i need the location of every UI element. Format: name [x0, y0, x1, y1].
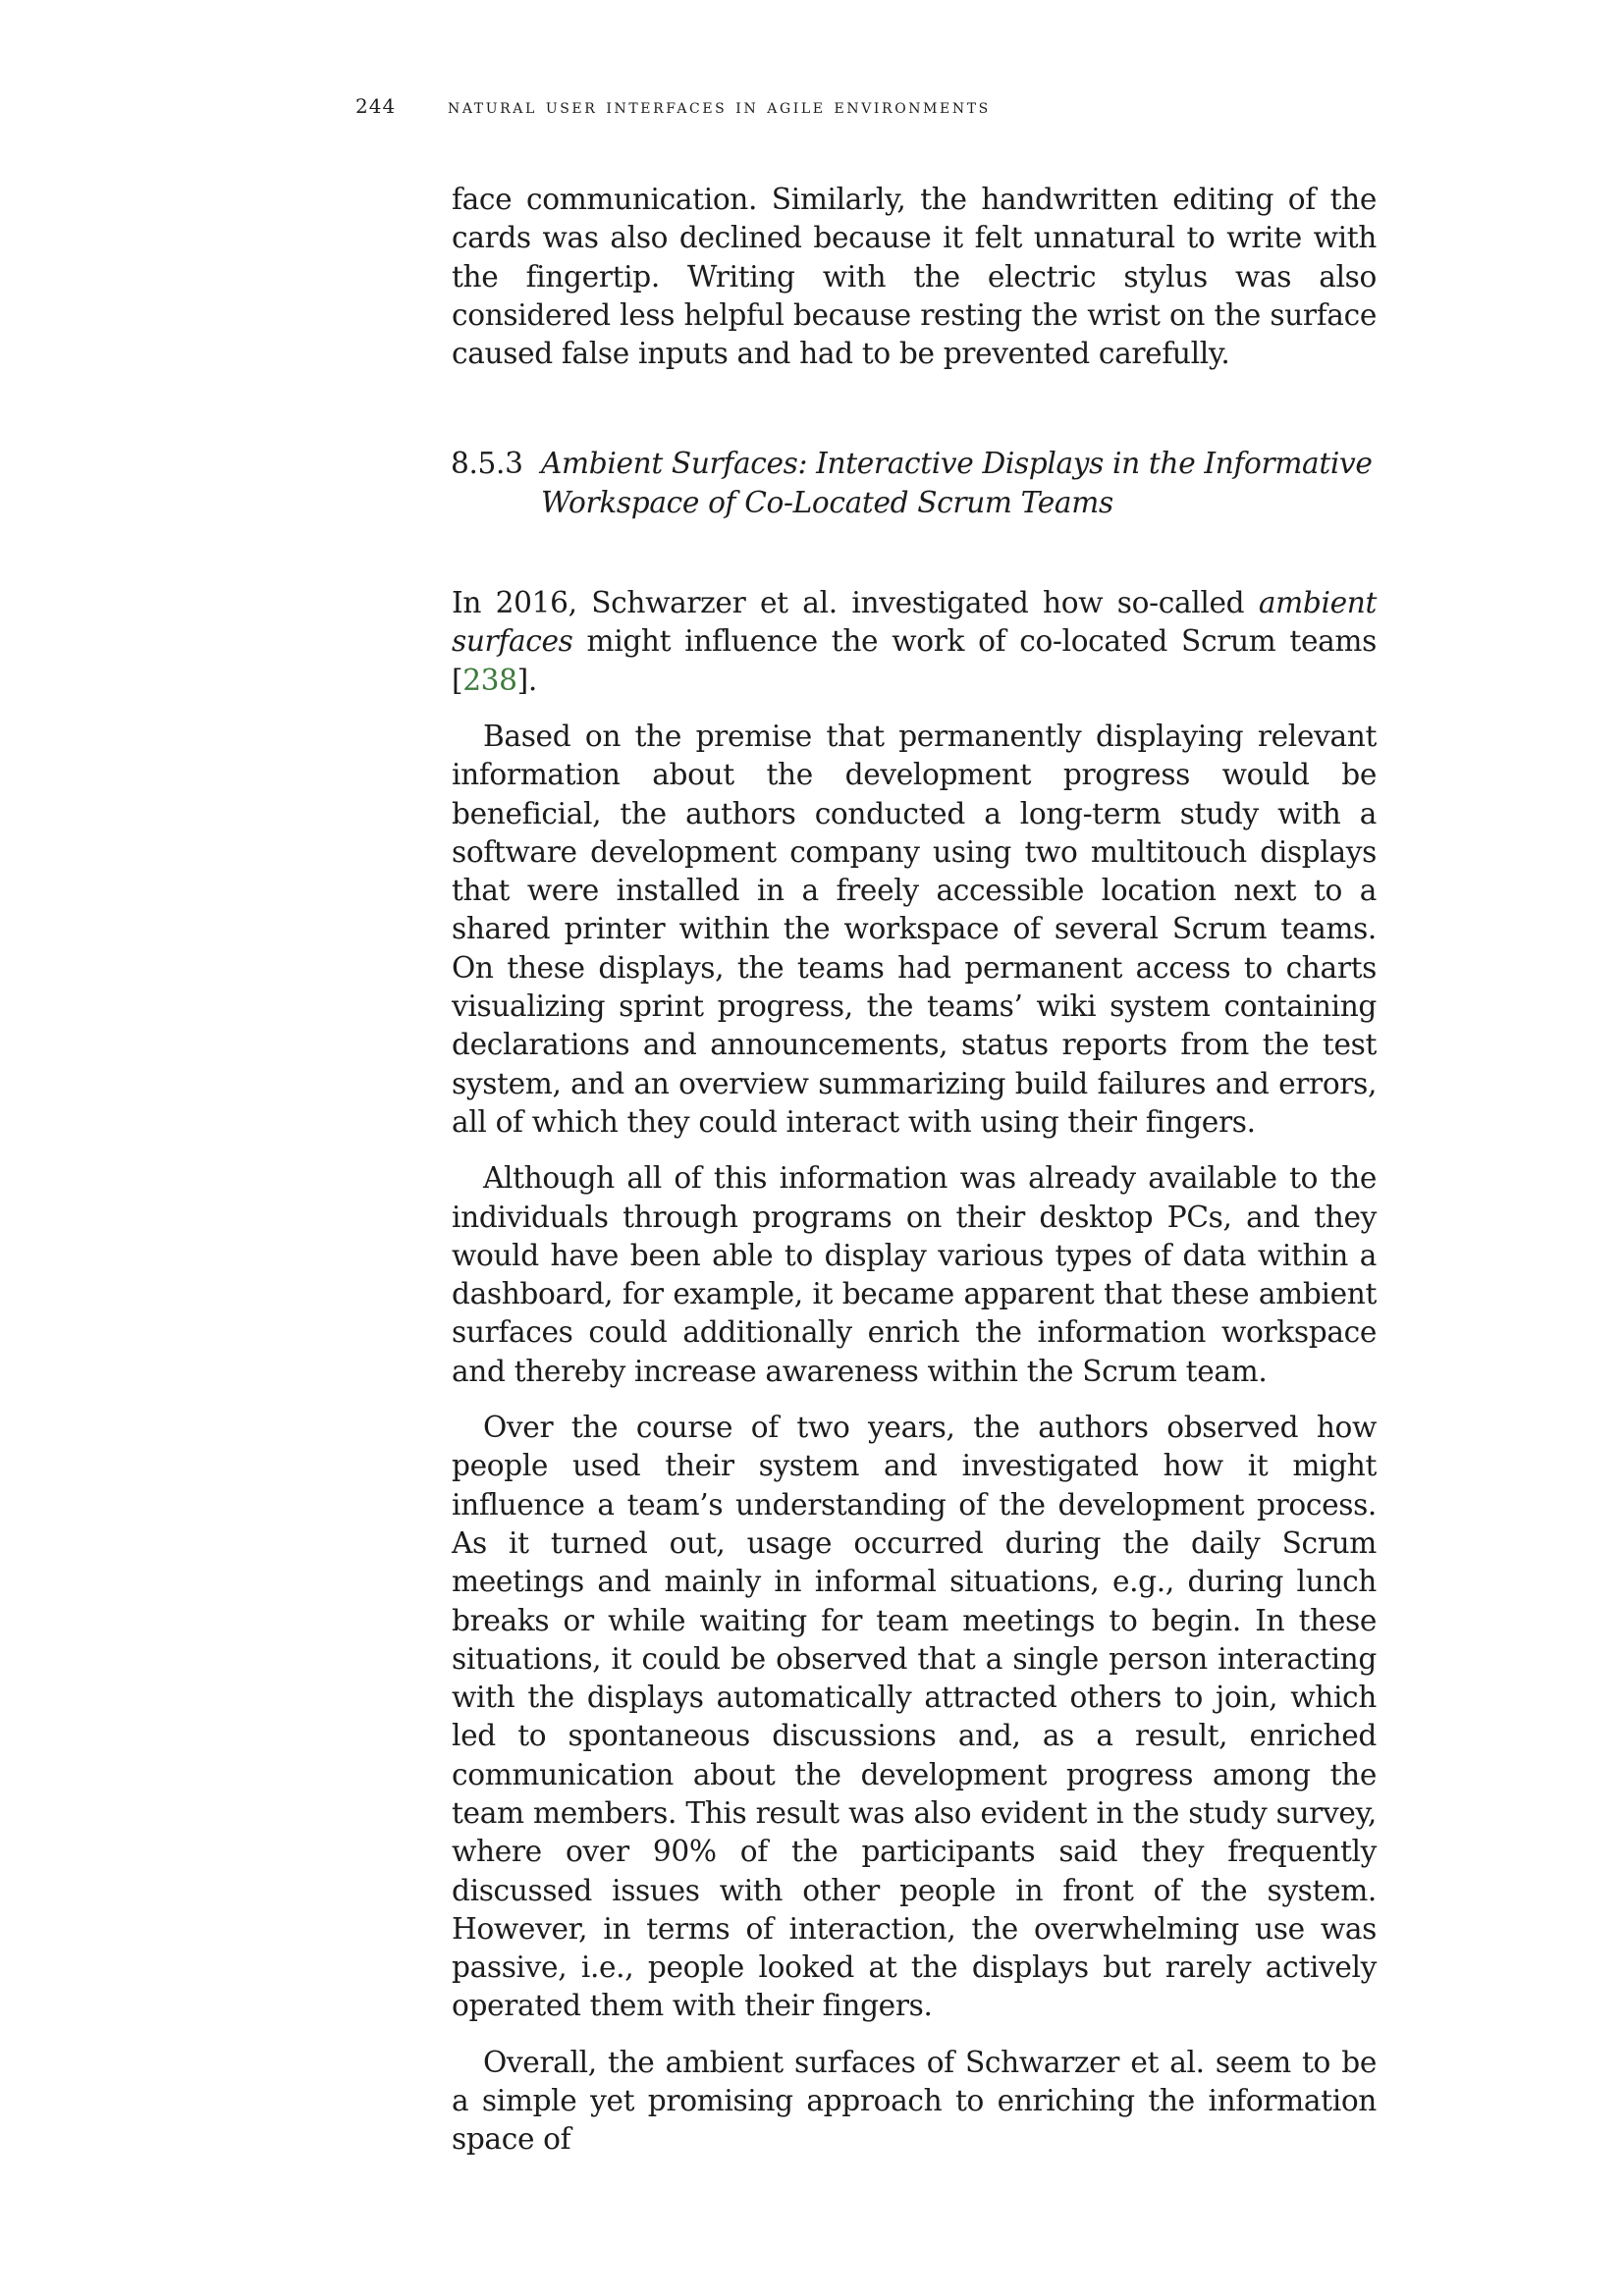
paragraph-3: Although all of this information was already available to the individuals through programs on their desktop PCs, and they would have been able to display various types of data within a dashboard, for example, it became apparent that these ambient surfaces could additionally enrich the information workspace and thereby increase awareness within the Scrum team. — [452, 1161, 1377, 1388]
paragraph-5: Overall, the ambient surfaces of Schwarzer et al. seem to be a simple yet promising approach to enriching the information space of — [452, 2045, 1377, 2157]
paragraph-1-text-a: In 2016, Schwarzer et al. investigated how so-called — [452, 586, 1259, 620]
section-heading — [451, 445, 1377, 522]
page-number: 244 — [355, 94, 397, 118]
emphasis-ambient-surfaces: ambient surfaces — [452, 586, 1377, 659]
running-header — [355, 94, 1377, 118]
paragraph-1 — [452, 584, 1377, 700]
paragraph-4: Over the course of two years, the authors observed how people used their system and investigated how it might influence a team’s understanding of the development process. As it turned out, usage occurred during the daily Scrum meetings and mainly in informal situations, e.g., during lunch breaks or while waiting for team meetings to begin. In these situations, it could be observed that a single person interacting with the displays automatically attracted others to join, which led to spontaneous discussions and, as a result, enriched communication about the development progress among the team members. This result was also evident in the study survey, where over 90% of the participants said they frequently discussed issues with other people in front of the system. However, in terms of interaction, the overwhelming use was passive, i.e., people looked at the displays but rarely actively operated them with their fingers. — [452, 1411, 1377, 2023]
citation-link[interactable]: 238 — [462, 663, 517, 697]
paragraph-2: Based on the premise that permanently displaying relevant information about the development progress would be beneficial, the authors conducted a long-term study with a software development company using two multitouch displays that were installed in a freely accessible location next to a shared printer within the workspace of several Scrum teams. On these displays, the teams had permanent access to charts visualizing sprint progress, the teams’ wiki system containing declarations and announcements, status reports from the test system, and an overview summarizing build failures and errors, all of which they could interact with using their fingers. — [452, 719, 1377, 1139]
paragraph-1-text-b: might influence the work of co-located Scrum teams [ — [452, 624, 1377, 697]
running-title: natural user interfaces in agile environments — [448, 94, 991, 118]
section-number: 8.5.3 — [451, 447, 523, 481]
section-title: Ambient Surfaces: Interactive Displays in the Informative Workspace of Co-Located Scrum Teams — [541, 447, 1373, 519]
body-text — [452, 181, 1377, 2177]
paragraph-intro: face communication. Similarly, the handwritten editing of the cards was also declined because it felt unnatural to write with the fingertip. Writing with the electric stylus was also considered less helpful because resting the wrist on the surface caused false inputs and had to be prevented carefully. — [452, 183, 1377, 371]
paragraph-1-text-c: ]. — [516, 663, 537, 697]
